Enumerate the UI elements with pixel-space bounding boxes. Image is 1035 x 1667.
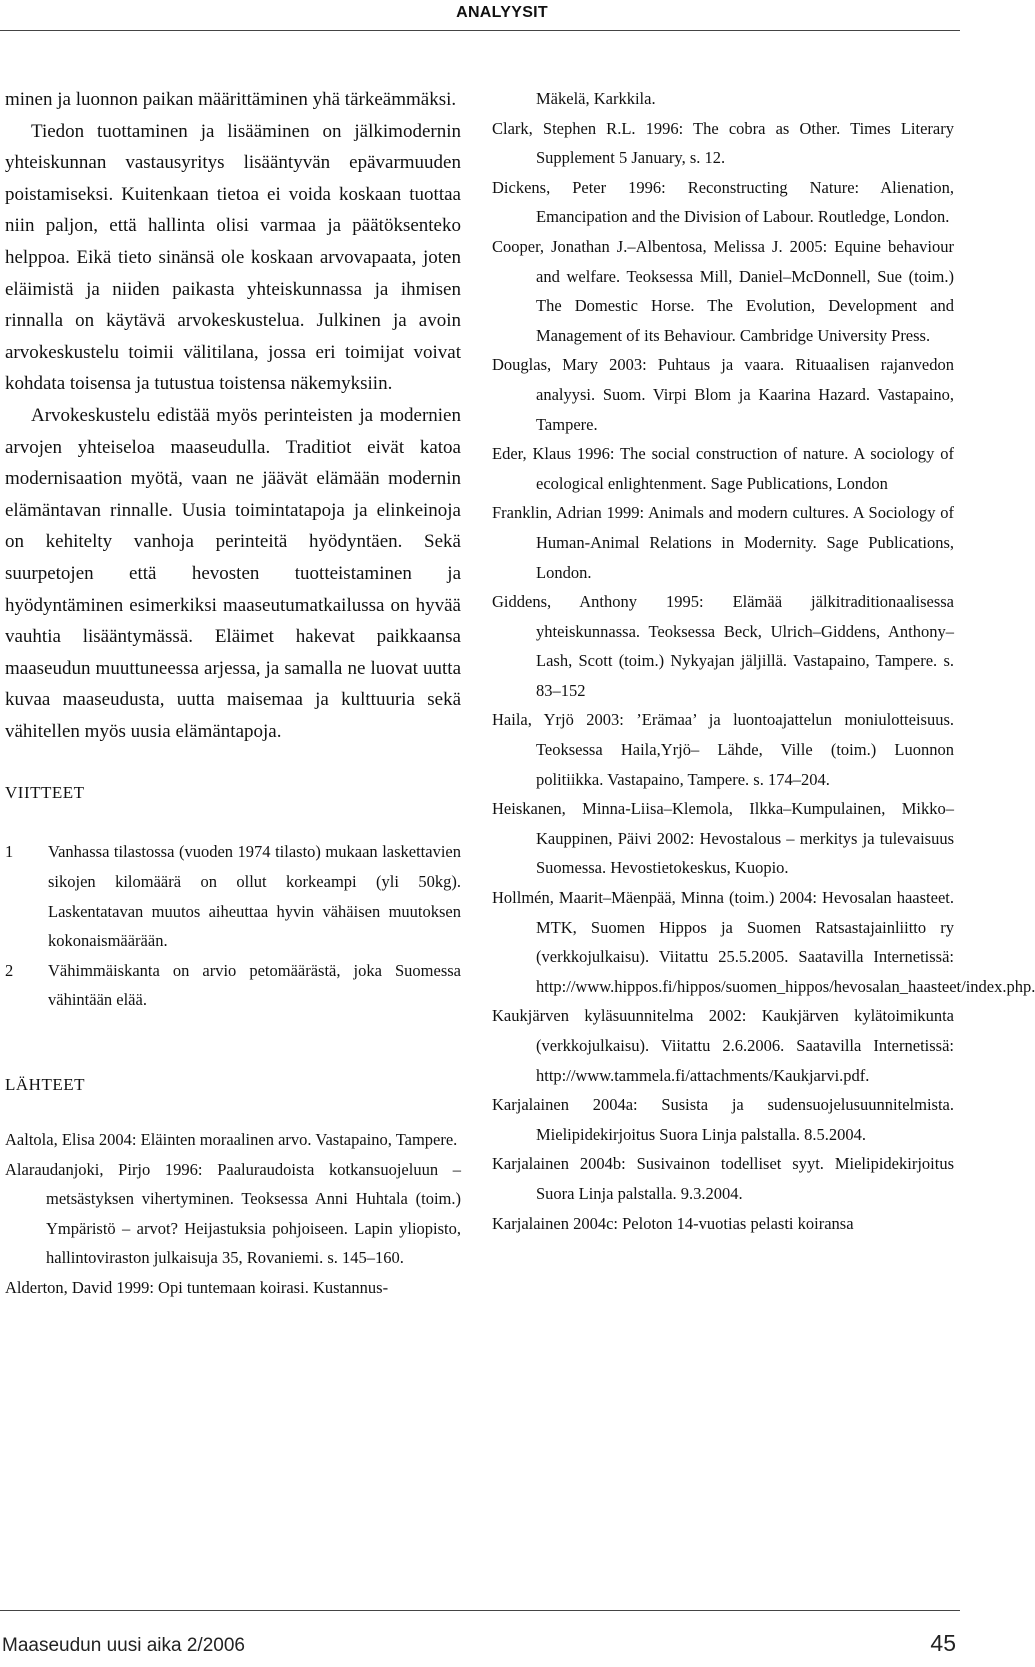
paragraph: minen ja luonnon paikan määrittäminen yhä tärkeämmäksi. [5, 89, 457, 110]
publication-name: Maaseudun uusi aika 2/2006 [2, 1635, 245, 1656]
reference-item: Clark, Stephen R.L. 1996: The cobra as Other. Times Literary Supplement 5 January, s. 12. [492, 118, 954, 168]
reference-item: Karjalainen 2004c: Peloton 14-vuotias pelasti koiransa [492, 1213, 854, 1233]
notes-title: VIITTEET [5, 783, 85, 803]
reference-item: Haila, Yrjö 2003: ’Erämaa’ ja luontoajattelun moniulotteisuus. Teoksessa Haila,Yrjö– Lähde, Ville (toim.) Luonnon politiikka. Vastapaino, Tampere. s. 174–204. [492, 710, 954, 789]
reference-item: Aaltola, Elisa 2004: Eläinten moraalinen arvo. Vastapaino, Tampere. [5, 1130, 458, 1150]
reference-item: Hollmén, Maarit–Mäenpää, Minna (toim.) 2004: Hevosalan haasteet. MTK, Suomen Hippos ja Suomen Ratsastajainliitto ry (verkkojulkaisu). Viitattu 25.5.2005. Saatavilla Internetissä: http://www.hippos.fi/hippos/suomen_hippos/hevosalan_haasteet/index.php. [492, 888, 1035, 996]
reference-item: Franklin, Adrian 1999: Animals and modern cultures. A Sociology of Human-Animal Relations in Modernity. Sage Publications, London. [492, 503, 954, 582]
left-column [5, 84, 461, 1303]
note-text: Vähimmäiskanta on arvio petomäärästä, joka Suomessa vähintään elää. [48, 960, 461, 1010]
paragraph: Arvokeskustelu edistää myös perinteisten ja modernien arvojen yhteiseloa maaseudulla. Traditiot eivät katoa modernisaation myötä, vaan ne jäävät elämään modernin elämäntavan rinnalle. Uusia toimintatapoja ja elinkeinoja on kehitelty vanhoja perinteitä hyödyntäen. Sekä suurpetojen että hevosten tuotteistaminen ja hyödyntäminen esimerkiksi maaseutumatkailussa on hyvää vauhtia lisääntymässä. Eläimet hakevat paikkaansa maaseudun muuttuneessa arjessa, ja samalla ne luovat uutta kuvaa maaseudusta, uutta maisemaa ja kulttuuria sekä vähitellen myös uusia elämäntapoja. [5, 404, 461, 742]
reference-item: Eder, Klaus 1996: The social construction of nature. A sociology of ecological enlightenment. Sage Publications, London [492, 444, 954, 493]
reference-item: Alaraudanjoki, Pirjo 1996: Paaluraudoista kotkansuojeluun – metsästyksen vihertyminen. Teoksessa Anni Huhtala (toim.) Ympäristö – arvot? Heijastuksia pohjoiseen. Lapin yliopisto, hallintoviraston julkaisuja 35, Rovaniemi. s. 145–160. [5, 1159, 461, 1268]
note-number: 2 [5, 960, 14, 980]
notes-section [5, 783, 461, 1015]
reference-item: Heiskanen, Minna-Liisa–Klemola, Ilkka–Kumpulainen, Mikko–Kauppinen, Päivi 2002: Hevostalous – merkitys ja tulevaisuus Suomessa. Hevostietokeskus, Kuopio. [492, 799, 954, 878]
body-text [5, 84, 461, 747]
references-title: LÄHTEET [5, 1075, 85, 1095]
reference-item: Giddens, Anthony 1995: Elämää jälkitraditionaalisessa yhteiskunnassa. Teoksessa Beck, Ulrich–Giddens, Anthony– Lash, Scott (toim.) Nykyajan jäljillä. Vastapaino, Tampere. s. 83–152 [492, 592, 954, 700]
reference-item: Dickens, Peter 1996: Reconstructing Nature: Alienation, Emancipation and the Division of Labour. Routledge, London. [492, 177, 954, 227]
header-rule [0, 30, 960, 31]
page-number: 45 [930, 1630, 956, 1656]
right-column [492, 84, 1035, 1238]
reference-item: Karjalainen 2004b: Susivainon todelliset syyt. Mielipidekirjoitus Suora Linja palstalla. 9.3.2004. [492, 1154, 954, 1203]
reference-item: Karjalainen 2004a: Susista ja sudensuojelusuunnitelmista. Mielipidekirjoitus Suora Linja palstalla. 8.5.2004. [492, 1095, 954, 1144]
paragraph: Tiedon tuottaminen ja lisääminen on jälkimodernin yhteiskunnan vastausyritys lisääntyvän epävarmuuden poistamiseksi. Kuitenkaan tietoa ei voida koskaan tuottaa niin paljon, että hallinta olisi varmaa ja päätöksenteko helppoa. Eikä tieto sinänsä ole koskaan arvovapaata, joten eläimistä ja niiden paikasta yhteiskunnassa ja ihmisen rinnalla on käytävä arvokeskustelua. Julkinen ja avoin arvokeskustelu toimii välitilana, jossa eri toimijat voivat kohdata toisensa ja tutustua toistensa näkemyksiin. [5, 120, 461, 395]
page-header [0, 0, 960, 46]
note-text: Vanhassa tilastossa (vuoden 1974 tilasto) mukaan laskettavien sikojen kilomäärä on ollut korkeampi (yli 50kg). Laskentatavan muutos aiheuttaa hyvin vähäisen muutoksen kokonaismäärään. [48, 842, 461, 951]
reference-item: Cooper, Jonathan J.–Albentosa, Melissa J. 2005: Equine behaviour and welfare. Teoksessa Mill, Daniel–McDonnell, Sue (toim.) The Domestic Horse. The Evolution, Development and Management of its Behaviour. Cambridge University Press. [492, 236, 954, 345]
reference-item: Alderton, David 1999: Opi tuntemaan koirasi. Kustannus- [5, 1278, 389, 1297]
page-footer [0, 1610, 960, 1667]
reference-item: Douglas, Mary 2003: Puhtaus ja vaara. Rituaalisen rajanvedon analyysi. Suom. Virpi Blom ja Kaarina Hazard. Vastapaino, Tampere. [492, 355, 954, 434]
section-label: ANALYYSIT [456, 4, 548, 21]
references-list-left [5, 1125, 461, 1303]
note-item [5, 837, 461, 955]
note-item [5, 956, 461, 1015]
reference-continuation: Mäkelä, Karkkila. [536, 89, 656, 108]
reference-item: Kaukjärven kyläsuunnitelma 2002: Kaukjärven kylätoimikunta (verkkojulkaisu). Viitattu 2.6.2006. Saatavilla Internetissä: http://www.tammela.fi/attachments/Kaukjarvi.pdf. [492, 1006, 954, 1085]
note-number: 1 [5, 842, 14, 862]
footer-rule [0, 1610, 960, 1611]
